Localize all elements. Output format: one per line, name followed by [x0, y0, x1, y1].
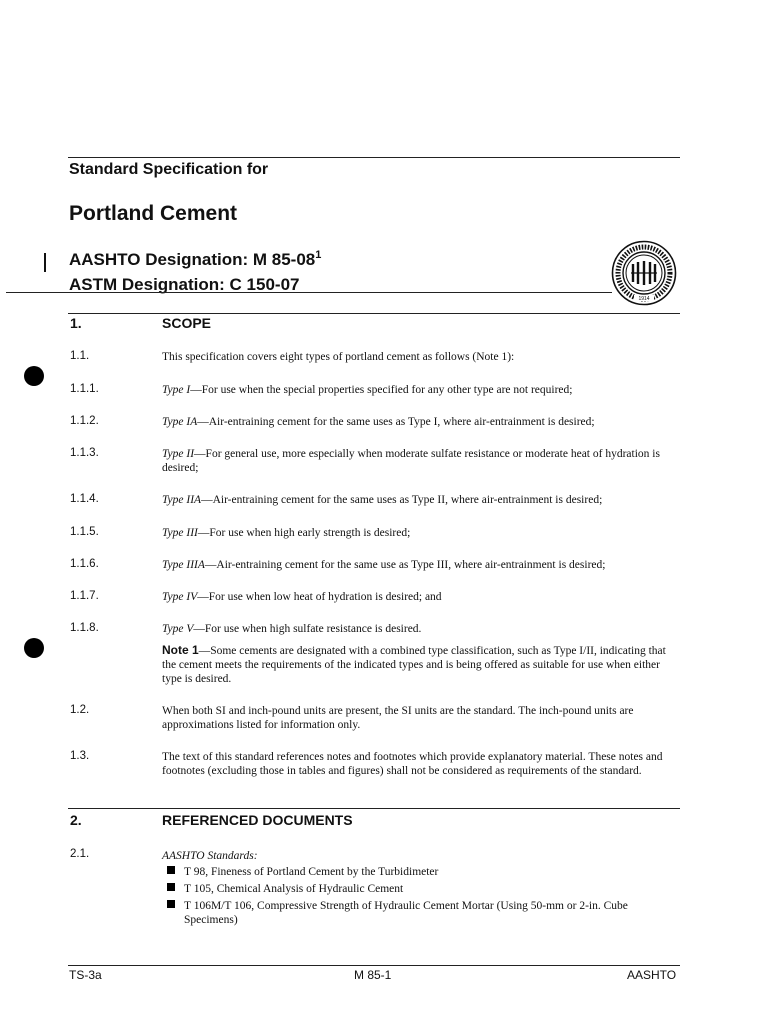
- note-1: [162, 643, 682, 686]
- section-2-title: REFERENCED DOCUMENTS: [162, 812, 353, 828]
- para-2-1-heading: AASHTO Standards:: [162, 850, 258, 862]
- para-1-3-number: 1.3.: [70, 750, 90, 762]
- bullet-square-icon: [167, 866, 175, 874]
- para-1-1-1-text: Type I—For use when the special properties specified for any other type are not required;: [162, 384, 573, 396]
- para-1-1-7-text: Type IV—For use when low heat of hydration is desired; and: [162, 591, 442, 603]
- para-1-1-8-number: 1.1.8.: [70, 622, 99, 634]
- reference-list-item: T 106M/T 106, Compressive Strength of Hydraulic Cement Mortar (Using 50-mm or 2-in. Cube Specimens): [167, 899, 677, 927]
- para-1-1-5-number: 1.1.5.: [70, 526, 99, 538]
- para-1-2-number: 1.2.: [70, 704, 90, 716]
- punch-hole-lower: [24, 638, 44, 658]
- note-1-text: —Some cements are designated with a combined type classification, such as Type I/II, indicating that the cement meets the requirements of the indicated types and is being offered as suitable for use when either type is desired.: [162, 645, 666, 685]
- note-1-label: Note 1: [162, 643, 199, 657]
- designation-footnote-marker: 1: [315, 249, 322, 261]
- para-1-1-4-text: Type IIA—Air-entraining cement for the same uses as Type II, where air-entrainment is desired;: [162, 494, 603, 506]
- para-1-3-text: The text of this standard references notes and footnotes which provide explanatory material. These notes and footnotes (excluding those in tables and figures) shall not be considered as requirements of the standard.: [162, 751, 663, 777]
- bullet-square-icon: [167, 900, 175, 908]
- top-rule: [68, 157, 680, 158]
- para-1-1-8-text: Type V—For use when high sulfate resistance is desired.: [162, 623, 422, 635]
- para-1-2-text: When both SI and inch-pound units are present, the SI units are the standard. The inch-pound units are approximations listed for information only.: [162, 705, 634, 731]
- para-1-1-6-number: 1.1.6.: [70, 558, 99, 570]
- para-1-1-4-number: 1.1.4.: [70, 493, 99, 505]
- document-subtitle: Standard Specification for: [69, 161, 269, 178]
- aashto-seal-logo: [611, 240, 677, 306]
- para-1-1-3-number: 1.1.3.: [70, 447, 99, 459]
- para-1-1-number: 1.1.: [70, 350, 90, 362]
- section-2-number: 2.: [70, 812, 82, 828]
- section-1-rule: [68, 313, 680, 314]
- section-1-title: SCOPE: [162, 315, 212, 331]
- reference-list-item: T 105, Chemical Analysis of Hydraulic Cement: [167, 882, 677, 896]
- para-1-1-text: This specification covers eight types of portland cement as follows (Note 1):: [162, 351, 515, 363]
- para-1-1-5-text: Type III—For use when high early strength is desired;: [162, 527, 411, 539]
- para-1-1-6-text: Type IIIA—Air-entraining cement for the same use as Type III, where air-entrainment is desired;: [162, 559, 606, 571]
- para-1-1-1-number: 1.1.1.: [70, 383, 99, 395]
- para-1-1-7-number: 1.1.7.: [70, 590, 99, 602]
- reference-list-item: T 98, Fineness of Portland Cement by the Turbidimeter: [167, 865, 677, 879]
- footer-left-code: TS-3a: [69, 968, 102, 982]
- punch-hole-upper: [24, 366, 44, 386]
- aashto-designation: AASHTO Designation: M $85-08^1$: [69, 249, 322, 269]
- footer-page-number: M 85-1: [354, 968, 392, 982]
- section-1-number: 1.: [70, 315, 82, 331]
- section-2-rule: [68, 808, 680, 809]
- para-1-1-3-text: Type II—For general use, more especially when moderate sulfate resistance or moderate heat of hydration is desired;: [162, 448, 660, 474]
- para-1-1-2-text: Type IA—Air-entraining cement for the same uses as Type I, where air-entrainment is desired;: [162, 416, 595, 428]
- document-title: Portland Cement: [69, 202, 238, 225]
- designation-rule: [6, 292, 612, 293]
- bullet-square-icon: [167, 883, 175, 891]
- footer-publisher: AASHTO: [627, 968, 677, 982]
- para-1-1-2-number: 1.1.2.: [70, 415, 99, 427]
- revision-change-bar: [44, 253, 46, 272]
- para-2-1-number: 2.1.: [70, 848, 90, 860]
- astm-designation: ASTM Designation: C 150-07: [69, 275, 300, 294]
- seal-year: 1914: [638, 296, 650, 302]
- footer-rule: [68, 965, 680, 966]
